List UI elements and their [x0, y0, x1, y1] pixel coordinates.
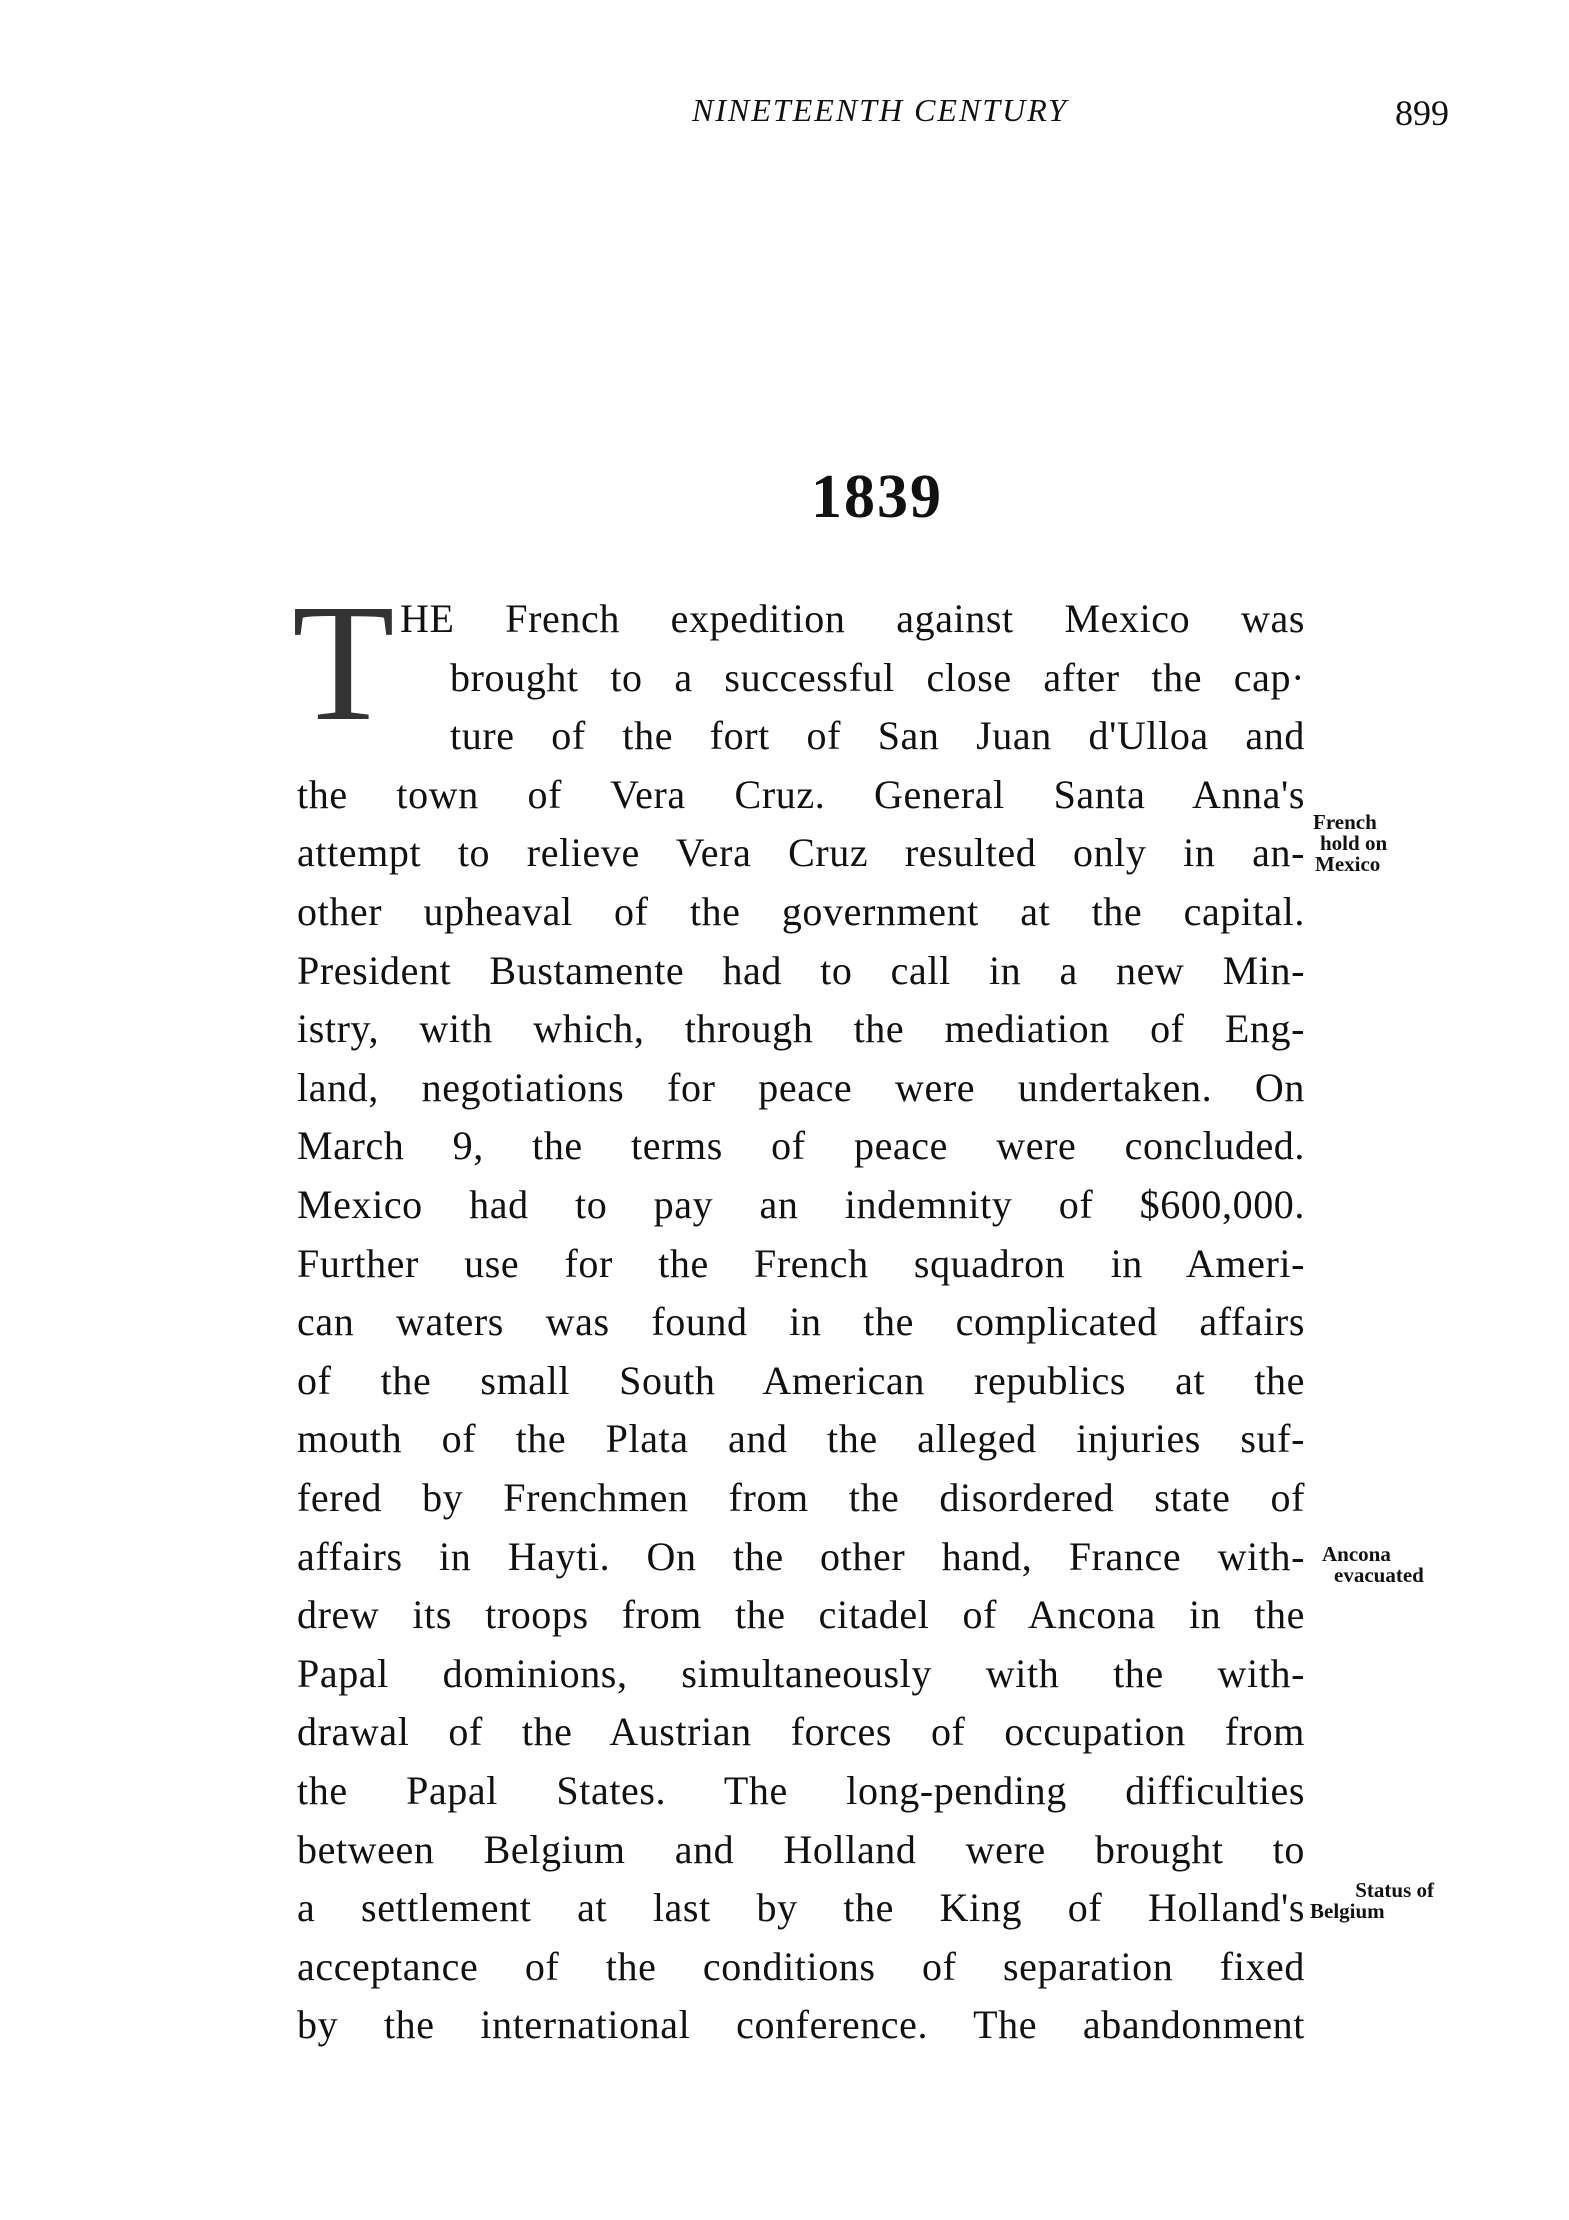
running-header: [0, 92, 1569, 142]
text-line: land, negotiations for peace were undertaken. On: [297, 1064, 1305, 1110]
text-line: istry, with which, through the mediation of Eng-: [297, 1006, 1305, 1052]
text-line: drawal of the Austrian forces of occupation from: [297, 1709, 1305, 1755]
text-line: fered by Frenchmen from the disordered state of: [297, 1475, 1305, 1520]
text-line: Further use for the French squadron in Ameri-: [297, 1240, 1305, 1286]
text-line: the town of Vera Cruz. General Santa Anna's: [297, 771, 1305, 817]
text-line: brought to a successful close after the cap·: [450, 654, 1305, 700]
margin-note-line: evacuated: [1334, 1563, 1424, 1587]
text-line: President Bustamente had to call in a new Min-: [297, 947, 1305, 993]
text-line: by the international conference. The abandonment: [297, 2002, 1305, 2048]
text-line: can waters was found in the complicated affairs: [297, 1299, 1305, 1345]
text-line: March 9, the terms of peace were concluded.: [297, 1123, 1305, 1169]
text-line: drew its troops from the citadel of Ancona in the: [297, 1592, 1305, 1638]
margin-note-belgium: [1310, 1880, 1434, 1922]
text-line: between Belgium and Holland were brought to: [297, 1826, 1305, 1872]
margin-note-line: Status of: [1355, 1878, 1434, 1902]
text-line: affairs in Hayti. On the other hand, France with-: [297, 1533, 1305, 1579]
margin-note-ancona: [1322, 1544, 1424, 1586]
text-line: the Papal States. The long-pending difficulties: [297, 1768, 1305, 1813]
margin-note-line: hold on: [1320, 831, 1388, 855]
margin-note-line: Mexico: [1315, 852, 1381, 876]
text-line: ture of the fort of San Juan d'Ulloa and: [450, 713, 1305, 759]
margin-note-line: Ancona: [1322, 1542, 1391, 1566]
page-number: 899: [1395, 93, 1449, 133]
text-line: HE French expedition against Mexico was: [400, 596, 1305, 641]
text-line: attempt to relieve Vera Cruz resulted only in an-: [297, 830, 1305, 876]
text-line: of the small South American republics at the: [297, 1357, 1305, 1403]
section-year-heading: 1839: [811, 463, 943, 531]
text-line: mouth of the Plata and the alleged injuries suf-: [297, 1416, 1305, 1462]
text-line: a settlement at last by the King of Holland's: [297, 1885, 1305, 1931]
text-line: Mexico had to pay an indemnity of $600,000.: [297, 1182, 1305, 1227]
text-line: Papal dominions, simultaneously with the with-: [297, 1650, 1305, 1696]
text-line: acceptance of the conditions of separation fixed: [297, 1943, 1305, 1989]
margin-note-line: French: [1313, 810, 1377, 834]
drop-cap: T: [292, 570, 395, 756]
running-title: NINETEENTH CENTURY: [692, 92, 1068, 128]
margin-note-line: Belgium: [1310, 1899, 1385, 1923]
text-line: other upheaval of the government at the capital.: [297, 889, 1305, 934]
margin-note-french-hold: [1313, 812, 1387, 875]
